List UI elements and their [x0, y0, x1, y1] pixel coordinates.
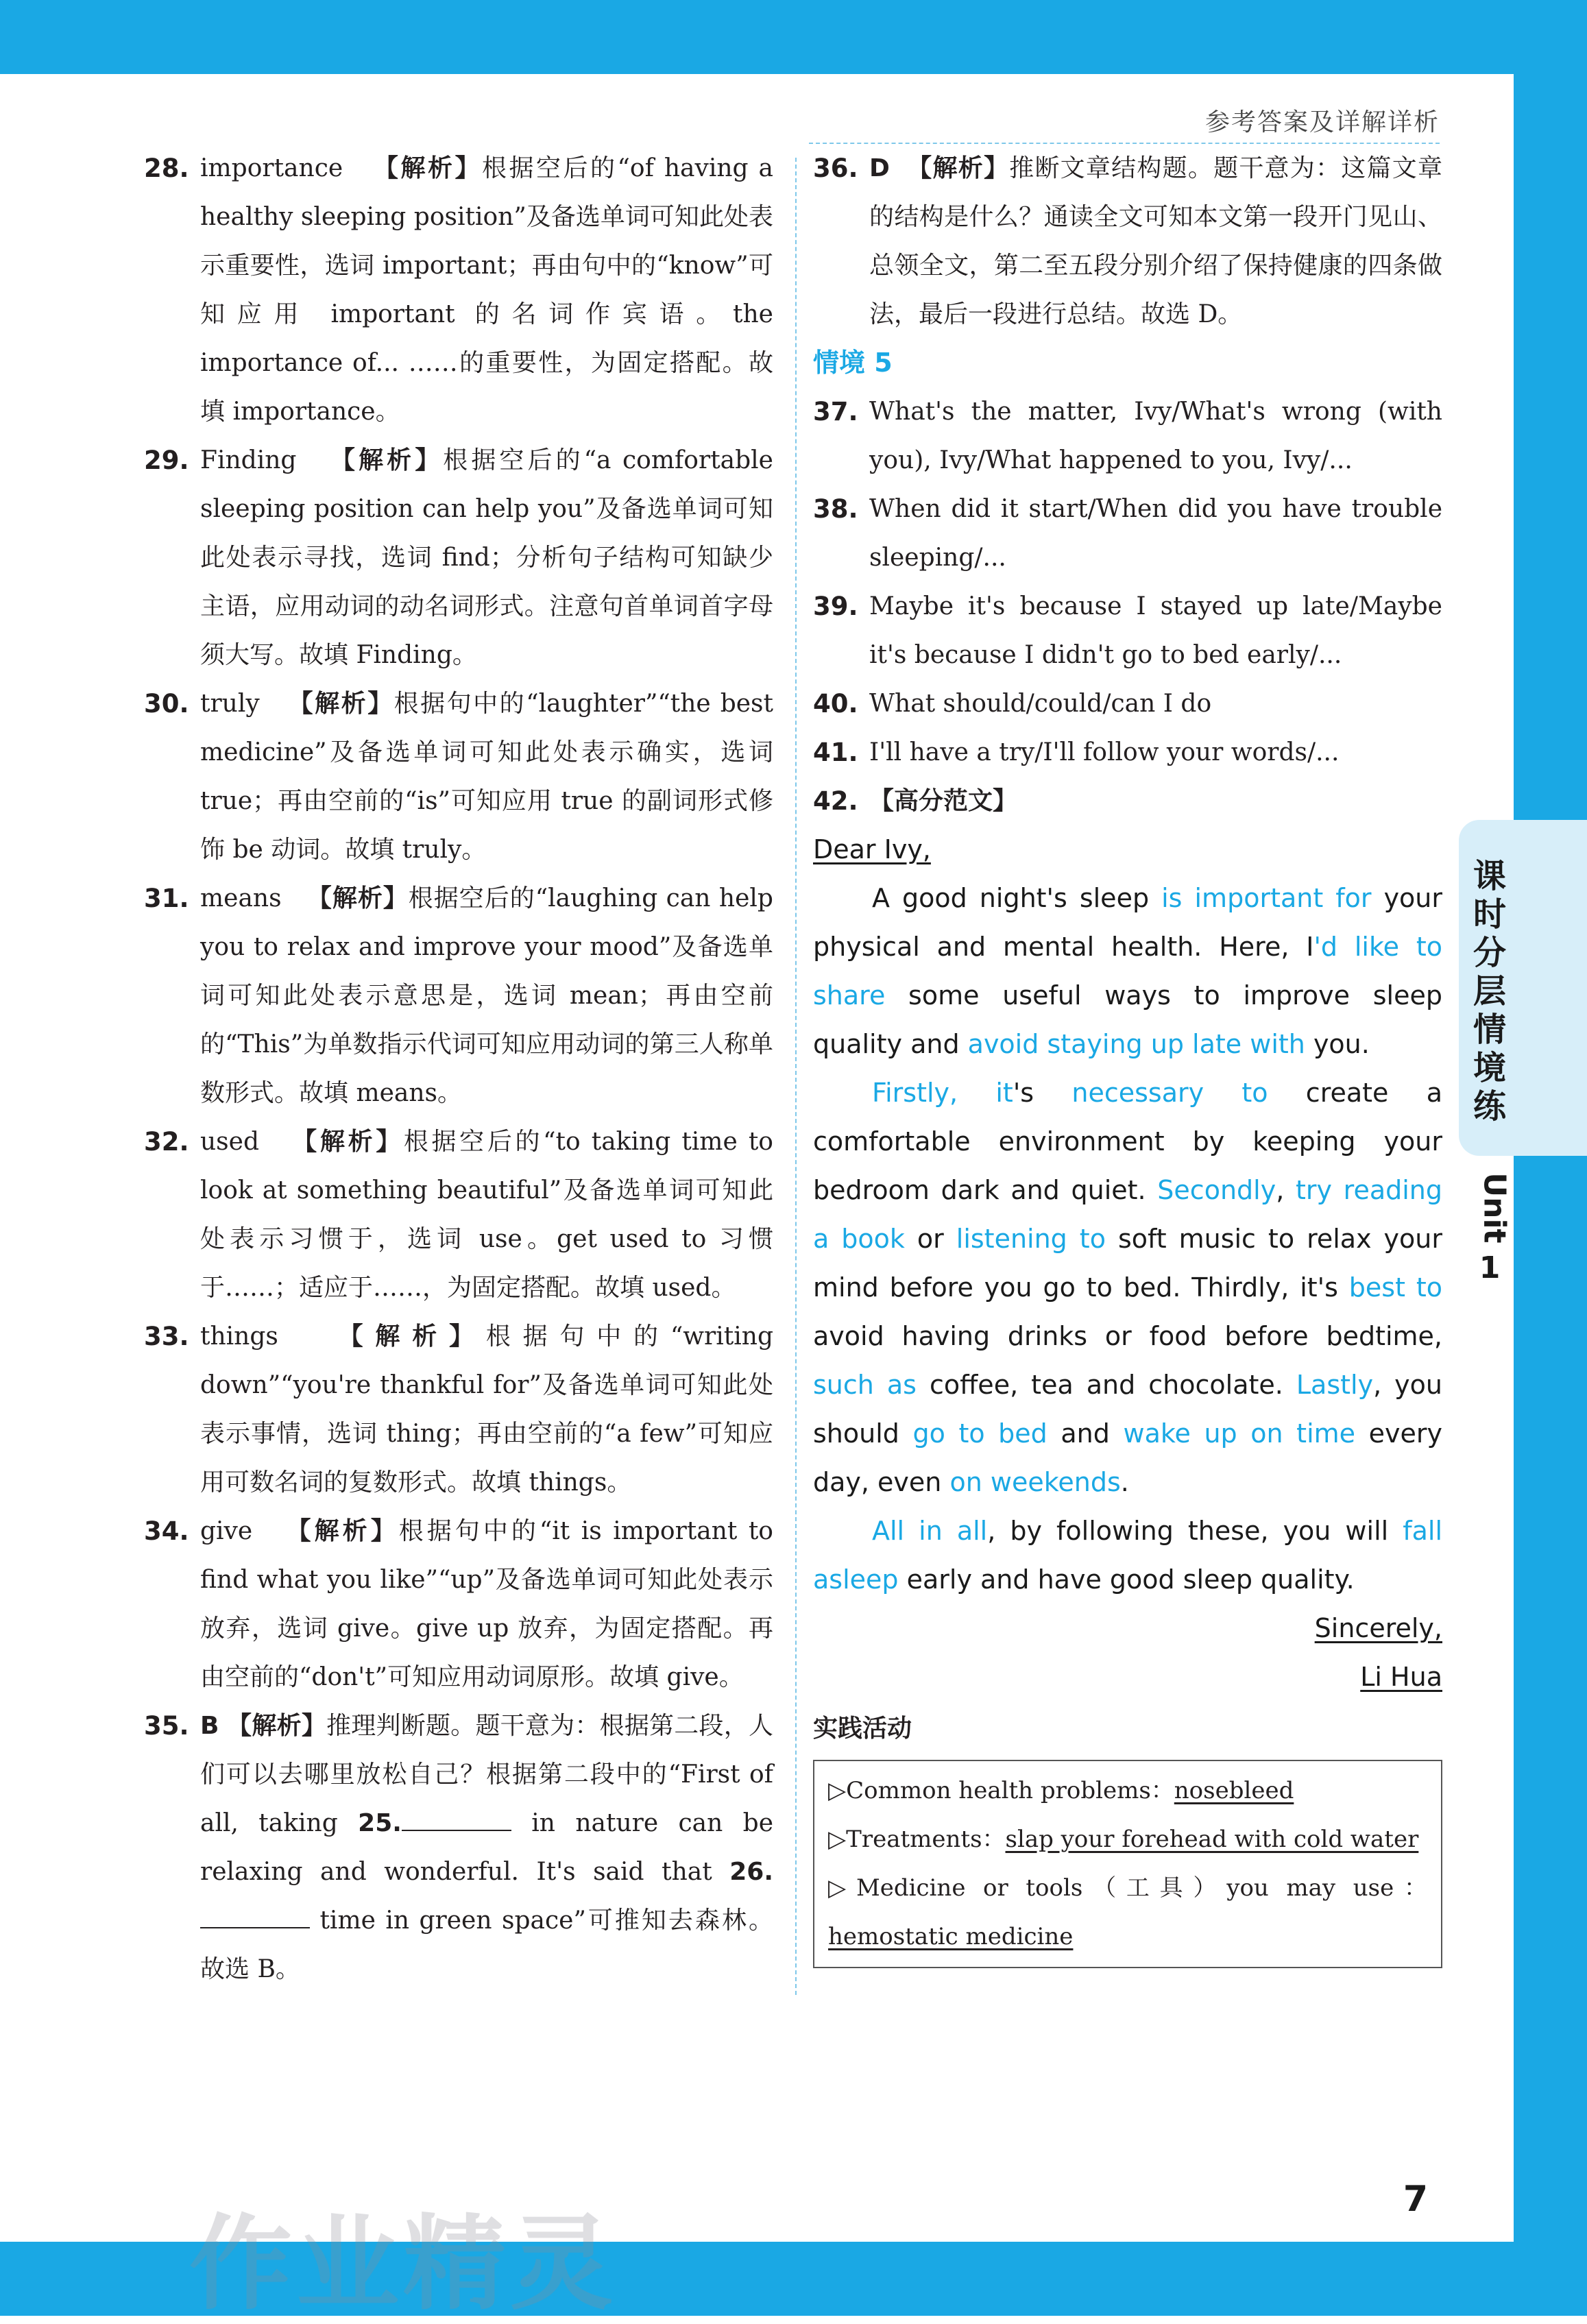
practice-label: Medicine or tools（工具）you may use：	[856, 1874, 1427, 1902]
highlighted-phrase: Firstly, it	[872, 1078, 1013, 1108]
essay-text: ,	[1276, 1175, 1296, 1205]
unit-number: 1	[1479, 1250, 1501, 1285]
page-header-title: 参考答案及详解详析	[1204, 108, 1440, 136]
side-tab-char: 情	[1473, 1010, 1506, 1049]
item-number: 36.	[813, 154, 858, 183]
essay-text: soft music to relax your mind before you go to bed. Thirdly, it's	[813, 1224, 1443, 1303]
item-number: 38.	[813, 494, 858, 524]
item-answer: importance	[200, 154, 343, 182]
section-label: 情境 5	[813, 348, 893, 378]
watermark-logo: 作业精灵	[189, 2205, 618, 2324]
left-column	[144, 144, 773, 1994]
highlighted-phrase: fall asleep	[813, 1516, 1443, 1595]
item-number: 37.	[813, 397, 858, 426]
highlighted-phrase: is important for	[1161, 883, 1372, 913]
item-explanation: 根据空后的“to taking time to look at something beautiful”及备选单词可知此处表示习惯于，选词 use。get used to 习惯于……；适应于……，为固定搭配。故填 used。	[200, 1128, 773, 1302]
item-explanation: time in green space”可推知去森林。故选 B。	[200, 1907, 773, 1983]
blank-line	[402, 1802, 511, 1831]
unit-word: Unit	[1477, 1172, 1512, 1244]
short-answer-item	[813, 582, 1442, 679]
essay-text: you.	[1305, 1029, 1370, 1059]
highlighted-phrase: Secondly	[1157, 1175, 1276, 1205]
model-essay-label: 【高分范文】	[869, 787, 1018, 815]
highlighted-phrase: best to	[1348, 1272, 1442, 1303]
right-frame-band	[1514, 0, 1587, 2316]
essay-text: create a comfortable environment by keeping your bedroom dark and quiet.	[813, 1078, 1442, 1205]
item-answer: things	[200, 1322, 278, 1351]
item-number: 28.	[144, 154, 189, 183]
essay-closing-row	[813, 1604, 1442, 1653]
item-number: 31.	[144, 884, 189, 913]
highlighted-phrase: wake up on time	[1123, 1418, 1356, 1449]
side-tab-char: 层	[1473, 972, 1506, 1010]
side-tab-char: 境	[1473, 1049, 1506, 1087]
essay-paragraph-3	[813, 1507, 1442, 1604]
practice-label: Common health problems：	[846, 1777, 1174, 1804]
short-answer-item	[813, 679, 1442, 728]
item-number: 34.	[144, 1516, 189, 1546]
highlighted-phrase: necessary to	[1071, 1078, 1268, 1108]
item-explanation: 根据空后的“of having a healthy sleeping position”及备选单词可知此处表示重要性，选词 important；再由句中的“know”可知应用 important 的名词作宾语。the importance of... ……的重要性，为固定搭配。故填 importance。	[200, 154, 773, 426]
analysis-tag: 【解析】	[292, 1128, 404, 1156]
essay-text: A good night's sleep	[872, 883, 1162, 913]
item-answer: used	[200, 1128, 260, 1156]
item-explanation: 根据空后的“laughing can help you to relax and improve your mood”及备选单词可知此处表示意思是，选词 mean；再由空前的“This”为单数指示代词可知应用动词的第三人称单数形式。故填 means。	[200, 884, 773, 1107]
essay-text: every day, even	[813, 1418, 1442, 1497]
practice-label: Treatments：	[846, 1826, 1006, 1853]
item-explanation: 根据句中的“writing down”“you're thankful for”及备选单词可知此处表示事情，选词 thing；再由空前的“a few”可知应用可数名词的复数形式。故填 things。	[200, 1322, 773, 1497]
answer-item-36	[813, 144, 1442, 339]
essay-text: .	[1120, 1467, 1129, 1497]
highlighted-phrase: go to bed	[912, 1418, 1047, 1449]
column-divider	[795, 158, 797, 1995]
item-number: 30.	[144, 689, 189, 718]
item-number: 42.	[813, 786, 858, 816]
item-explanation: in nature can be relaxing and wonderful. It's said that	[200, 1809, 774, 1886]
answer-item-34	[144, 1507, 773, 1702]
essay-text: coffee, tea and chocolate.	[916, 1370, 1296, 1400]
answer-item-35	[144, 1702, 773, 1994]
analysis-tag: 【解析】	[338, 1322, 486, 1351]
short-answer-text: Maybe it's because I stayed up late/Maybe it's because I didn't go to bed early/...	[869, 592, 1442, 669]
model-essay	[813, 825, 1442, 1702]
side-tab-label	[1459, 857, 1521, 1126]
highlighted-phrase: avoid staying up late with	[967, 1029, 1305, 1059]
triangle-icon: ▷	[828, 1874, 856, 1902]
blank-number: 26.	[729, 1858, 773, 1886]
answer-item-32	[144, 1117, 773, 1312]
analysis-tag: 【解析】	[907, 154, 1010, 182]
practice-value: nosebleed	[1174, 1777, 1294, 1804]
blank-number: 25.	[358, 1809, 402, 1837]
essay-text: or	[904, 1224, 956, 1254]
triangle-icon: ▷	[828, 1777, 847, 1804]
essay-text: 's	[1013, 1078, 1072, 1108]
item-number: 39.	[813, 592, 858, 621]
practice-value: hemostatic medicine	[828, 1923, 1074, 1950]
answer-item-42	[813, 777, 1442, 825]
analysis-tag: 【解析】	[330, 446, 444, 474]
short-answer-text: What should/could/can I do	[869, 690, 1212, 718]
short-answer-list	[813, 387, 1442, 777]
essay-signature-row	[813, 1653, 1442, 1702]
side-tab-char: 课	[1473, 857, 1506, 895]
highlighted-phrase: listening to	[956, 1224, 1106, 1254]
item-explanation: 推断文章结构题。题干意为：这篇文章的结构是什么？通读全文可知本文第一段开门见山、总领全文，第二至五段分别介绍了保持健康的四条做法，最后一段进行总结。故选 D。	[869, 154, 1442, 328]
practice-value: slap your forehead with cold water	[1005, 1826, 1419, 1853]
item-number: 35.	[144, 1711, 189, 1741]
analysis-tag: 【解析】	[227, 1712, 327, 1740]
side-unit-label	[1459, 1172, 1521, 1285]
short-answer-item	[813, 387, 1442, 485]
item-answer: truly	[200, 690, 260, 718]
essay-text: and	[1047, 1418, 1124, 1449]
analysis-tag: 【解析】	[288, 690, 394, 718]
highlighted-phrase: 'd like to share	[813, 932, 1443, 1010]
practice-row	[828, 1815, 1427, 1864]
answer-item-31	[144, 874, 773, 1117]
practice-box	[813, 1760, 1442, 1968]
answer-item-29	[144, 436, 773, 679]
item-number: 29.	[144, 446, 189, 475]
practice-title: 实践活动	[813, 1715, 912, 1743]
short-answer-item	[813, 728, 1442, 777]
practice-row	[828, 1864, 1427, 1961]
item-explanation: 根据句中的“it is important to find what you like”“up”及备选单词可知此处表示放弃，选词 give。give up 放弃，为固定搭配。再由空前的“don't”可知应用动词原形。故填 give。	[200, 1517, 773, 1691]
item-answer: give	[200, 1517, 253, 1545]
short-answer-text: I'll have a try/I'll follow your words/...	[869, 738, 1340, 766]
item-number: 40.	[813, 689, 858, 718]
item-answer: Finding	[200, 446, 297, 474]
essay-greeting: Dear Ivy,	[813, 834, 931, 864]
answer-item-30	[144, 679, 773, 874]
item-number: 33.	[144, 1322, 189, 1351]
item-explanation: 根据句中的“laughter”“the best medicine”及备选单词可知此处表示确实，选词 true；再由空前的“is”可知应用 true 的副词形式修饰 be 动词。故填 truly。	[200, 690, 773, 864]
analysis-tag: 【解析】	[286, 1517, 399, 1545]
top-frame-band	[0, 0, 1587, 74]
item-explanation: 根据空后的“a comfortable sleeping position can help you”及备选单词可知此处表示寻找，选词 find；分析句子结构可知缺少主语，应用动词的动名词形式。注意句首单词首字母须大写。故填 Finding。	[200, 446, 773, 669]
practice-row	[828, 1767, 1427, 1815]
essay-paragraph-1	[813, 874, 1442, 1069]
short-answer-text: When did it start/When did you have trouble sleeping/...	[869, 495, 1442, 572]
item-answer: means	[200, 884, 282, 912]
side-tab-char: 分	[1473, 934, 1506, 972]
item-number: 41.	[813, 738, 858, 767]
highlighted-phrase: on weekends	[949, 1467, 1121, 1497]
essay-text: some useful ways to improve sleep quality and	[813, 980, 1442, 1059]
analysis-tag: 【解析】	[374, 154, 482, 182]
essay-text: avoid having drinks or food before bedtime,	[813, 1321, 1442, 1351]
essay-text: , by following these, you will	[987, 1516, 1403, 1546]
right-column	[813, 144, 1442, 1968]
highlighted-phrase: Lastly	[1296, 1370, 1374, 1400]
side-tab-char: 时	[1473, 895, 1506, 934]
item-answer: B	[200, 1712, 219, 1740]
essay-text: your physical and mental health. Here, I	[813, 883, 1443, 962]
short-answer-text: What's the matter, Ivy/What's wrong (with you), Ivy/What happened to you, Ivy/...	[869, 398, 1442, 474]
essay-text: early and have good sleep quality.	[898, 1564, 1355, 1595]
highlighted-phrase: try reading a book	[813, 1175, 1442, 1254]
essay-paragraph-2	[813, 1069, 1442, 1507]
side-tab-char: 练	[1473, 1087, 1506, 1126]
highlighted-phrase: such as	[813, 1370, 917, 1400]
page-number: 7	[1403, 2179, 1429, 2220]
essay-signature: Li Hua	[1360, 1662, 1442, 1692]
analysis-tag: 【解析】	[306, 884, 409, 912]
essay-text: , you should	[813, 1370, 1442, 1449]
item-answer: D	[869, 154, 890, 182]
answer-item-28	[144, 144, 773, 436]
item-explanation: 推理判断题。题干意为：根据第二段，人们可以去哪里放松自己？根据第二段中的“First of all, taking	[200, 1712, 773, 1837]
highlighted-phrase: All in all	[872, 1516, 988, 1546]
blank-line	[200, 1900, 310, 1928]
answer-item-33	[144, 1312, 773, 1507]
triangle-icon: ▷	[828, 1826, 847, 1853]
short-answer-item	[813, 485, 1442, 582]
item-number: 32.	[144, 1127, 189, 1157]
essay-closing: Sincerely,	[1314, 1613, 1442, 1643]
